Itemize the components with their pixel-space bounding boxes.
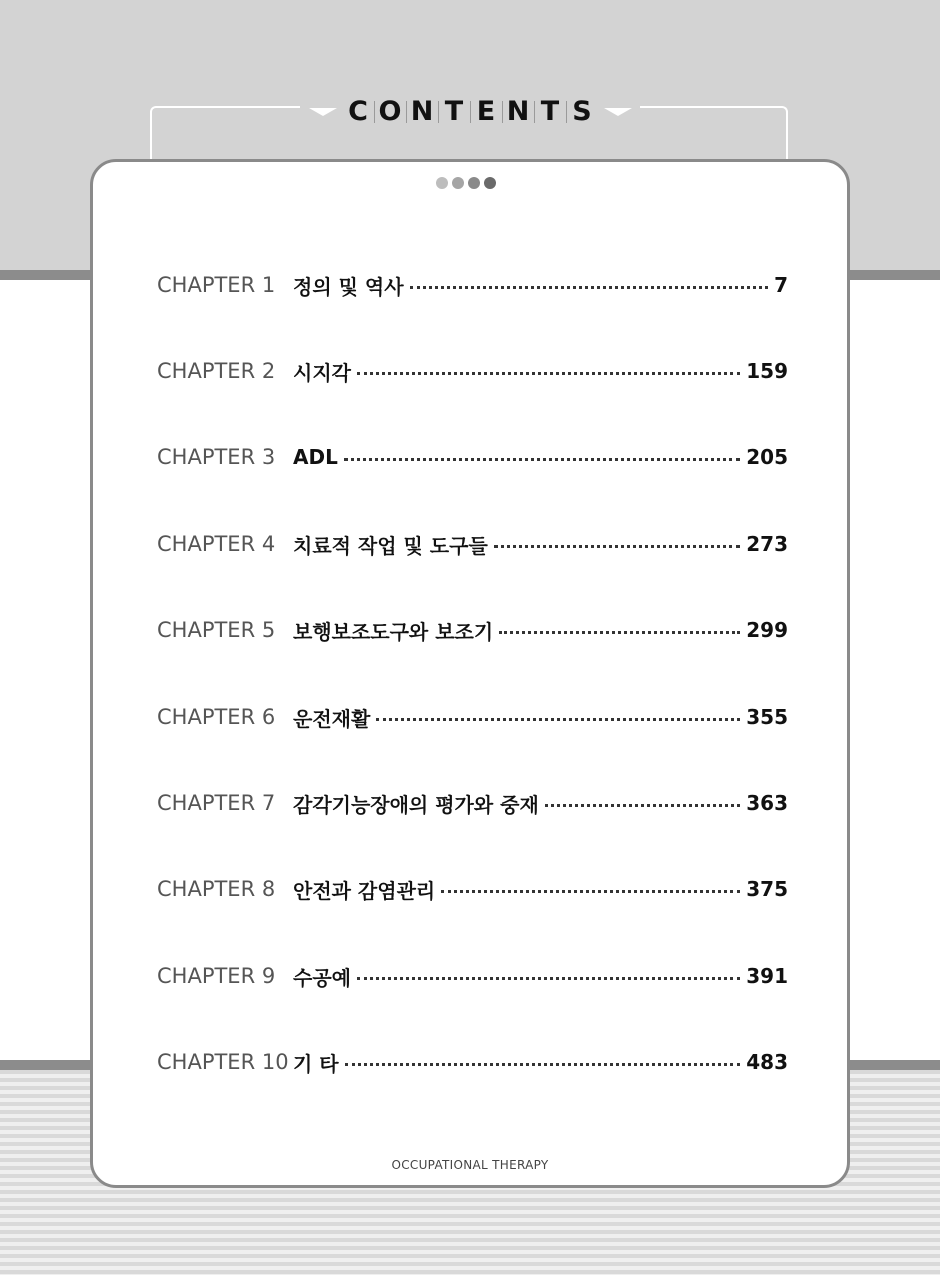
- page-number: 205: [746, 445, 788, 469]
- chapter-label: CHAPTER 8: [157, 877, 276, 901]
- toc-entry-chapter-10[interactable]: [157, 1047, 788, 1077]
- chapter-title: 시지각: [293, 360, 351, 385]
- dot-icon: [452, 177, 464, 189]
- chapter-title: 안전과 감염관리: [293, 878, 436, 903]
- dot-leader: [357, 977, 740, 980]
- title-letter: T: [540, 96, 560, 127]
- chapter-label: CHAPTER 9: [157, 964, 276, 988]
- page-number: 7: [774, 273, 788, 297]
- title-letter: S: [572, 96, 592, 127]
- chapter-label: CHAPTER 6: [157, 705, 276, 729]
- contents-title: [300, 92, 640, 132]
- page-number: 483: [746, 1050, 788, 1074]
- chapter-title: 정의 및 역사: [293, 274, 404, 299]
- running-footer: OCCUPATIONAL THERAPY: [391, 1158, 549, 1172]
- dot-leader: [345, 1063, 741, 1066]
- dot-icon: [468, 177, 480, 189]
- title-letter: N: [506, 96, 530, 127]
- chapter-label: CHAPTER 5: [157, 618, 276, 642]
- page-number: 391: [746, 964, 788, 988]
- page-number: 363: [746, 791, 788, 815]
- page-number: 159: [746, 359, 788, 383]
- chapter-title: ADL: [293, 445, 338, 469]
- dot-leader: [441, 890, 740, 893]
- chapter-title: 운전재활: [293, 706, 371, 731]
- dot-leader: [376, 718, 740, 721]
- toc-entry-chapter-3[interactable]: [157, 442, 788, 472]
- chapter-label: CHAPTER 2: [157, 359, 276, 383]
- dot-leader: [344, 458, 740, 461]
- title-letter: N: [410, 96, 434, 127]
- title-letter: C: [348, 96, 368, 127]
- title-letters: [343, 97, 598, 127]
- page-number: 299: [746, 618, 788, 642]
- toc-entry-chapter-5[interactable]: [157, 615, 788, 645]
- title-left-wedge: [309, 108, 337, 116]
- toc-entry-chapter-9[interactable]: [157, 961, 788, 991]
- toc-entry-chapter-7[interactable]: [157, 788, 788, 818]
- title-right-wedge: [604, 108, 632, 116]
- chapter-label: CHAPTER 10: [157, 1050, 289, 1074]
- contents-card: [90, 159, 850, 1188]
- dot-leader: [499, 631, 740, 634]
- toc-entry-chapter-2[interactable]: [157, 356, 788, 386]
- dot-leader: [545, 804, 740, 807]
- toc-entry-chapter-1[interactable]: [157, 270, 788, 300]
- page-number: 273: [746, 532, 788, 556]
- dot-leader: [410, 286, 769, 289]
- page-number: 355: [746, 705, 788, 729]
- decorative-dots: [436, 177, 496, 189]
- title-letter: T: [444, 96, 464, 127]
- chapter-title: 보행보조도구와 보조기: [293, 619, 494, 644]
- chapter-title: 치료적 작업 및 도구들: [293, 533, 488, 558]
- chapter-label: CHAPTER 3: [157, 445, 276, 469]
- toc-entry-chapter-6[interactable]: [157, 702, 788, 732]
- title-letter: O: [378, 96, 402, 127]
- dot-icon: [484, 177, 496, 189]
- dot-leader: [357, 372, 740, 375]
- dot-leader: [494, 545, 740, 548]
- chapter-title: 기 타: [293, 1051, 339, 1076]
- page-number: 375: [746, 877, 788, 901]
- chapter-label: CHAPTER 7: [157, 791, 276, 815]
- toc-entry-chapter-4[interactable]: [157, 529, 788, 559]
- chapter-title: 감각기능장애의 평가와 중재: [293, 792, 539, 817]
- dot-icon: [436, 177, 448, 189]
- title-letter: E: [476, 96, 496, 127]
- toc-entry-chapter-8[interactable]: [157, 874, 788, 904]
- chapter-title: 수공예: [293, 965, 351, 990]
- chapter-label: CHAPTER 1: [157, 273, 276, 297]
- chapter-label: CHAPTER 4: [157, 532, 276, 556]
